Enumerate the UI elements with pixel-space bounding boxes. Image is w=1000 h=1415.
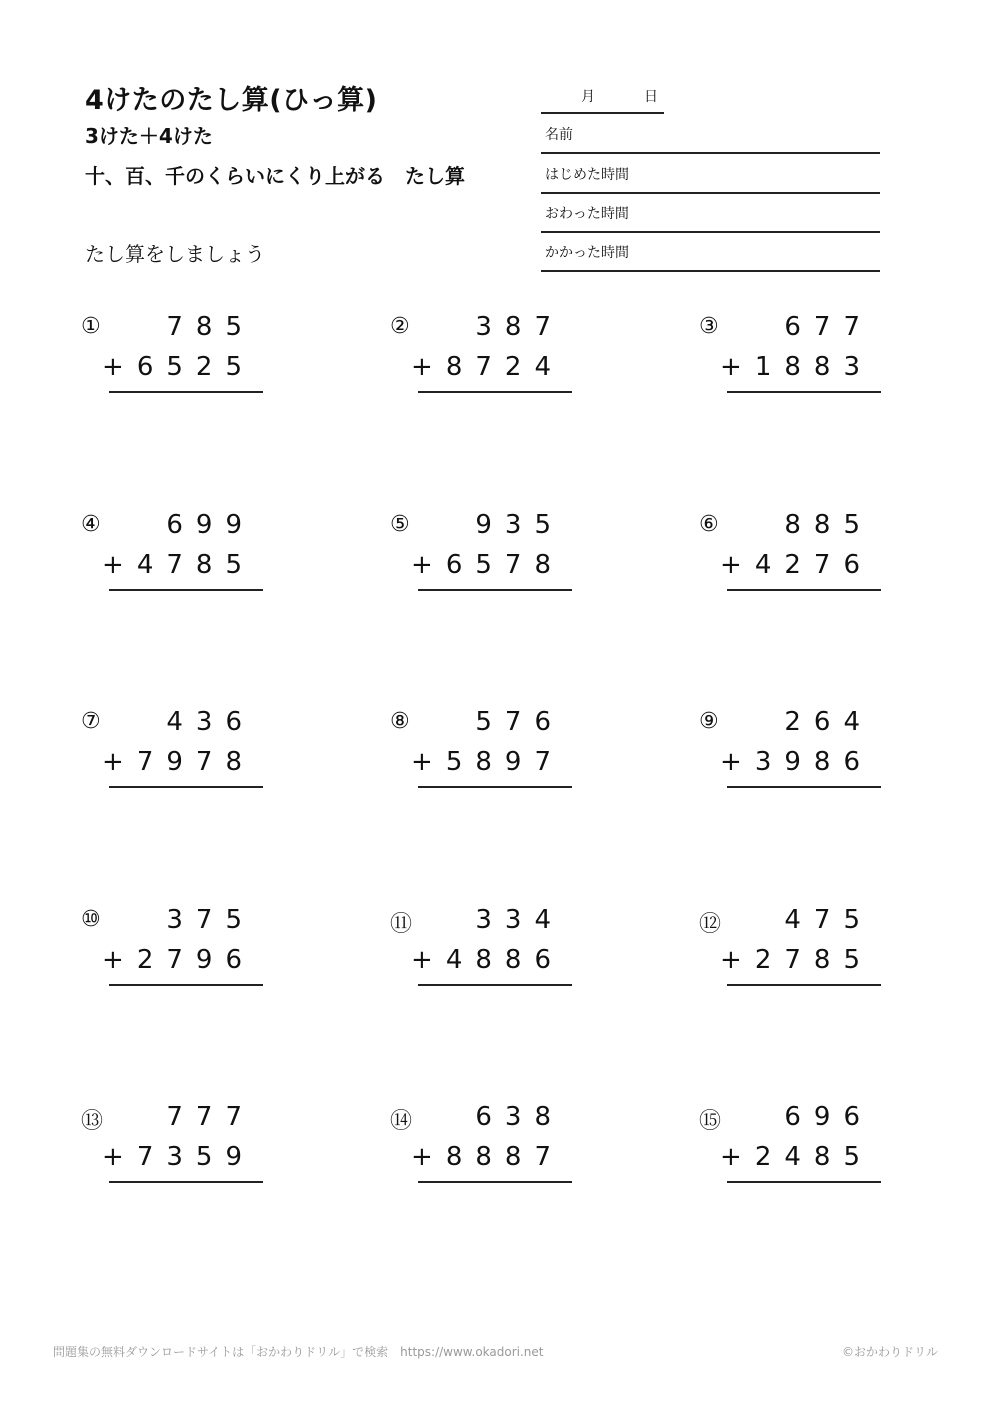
problem-number: ⑪ <box>390 912 413 937</box>
answer-line <box>109 984 263 986</box>
instruction: たし算をしましょう <box>85 242 265 266</box>
addend-bottom: +8887 <box>411 1142 564 1172</box>
problem-number: ⑨ <box>699 709 719 734</box>
addend-bottom: +4886 <box>411 945 564 975</box>
answer-line <box>418 1181 572 1183</box>
addend-bottom: +7978 <box>102 747 255 777</box>
addend-top: 264 <box>784 707 873 737</box>
problem-4 <box>81 510 263 600</box>
problem-15 <box>699 1102 881 1192</box>
answer-line <box>727 391 881 393</box>
addend-bottom: +7359 <box>102 1142 255 1172</box>
problem-3 <box>699 312 881 402</box>
problem-number: ⑫ <box>699 912 722 937</box>
addend-bottom: +4785 <box>102 550 255 580</box>
name-field[interactable] <box>541 114 880 154</box>
problem-number: ⑬ <box>81 1109 104 1134</box>
answer-line <box>727 984 881 986</box>
answer-line <box>109 589 263 591</box>
addend-top: 387 <box>475 312 564 342</box>
problem-5 <box>390 510 572 600</box>
answer-line <box>418 786 572 788</box>
problem-number: ⑩ <box>81 907 101 932</box>
problem-12 <box>699 905 881 995</box>
month-label: 月 <box>581 89 595 105</box>
addend-bottom: +6578 <box>411 550 564 580</box>
problem-number: ⑮ <box>699 1109 722 1134</box>
answer-line <box>727 589 881 591</box>
addend-top: 436 <box>166 707 255 737</box>
addend-bottom: +1883 <box>720 352 873 382</box>
problem-6 <box>699 510 881 600</box>
problem-number: ⑧ <box>390 709 410 734</box>
addend-bottom: +2785 <box>720 945 873 975</box>
answer-line <box>418 589 572 591</box>
answer-line <box>109 1181 263 1183</box>
problem-1 <box>81 312 263 402</box>
start-time-field[interactable] <box>541 154 880 194</box>
addend-top: 885 <box>784 510 873 540</box>
subtitle-carry: 十、百、千のくらいにくり上がる たし算 <box>85 164 465 188</box>
problem-number: ③ <box>699 314 719 339</box>
addend-top: 696 <box>784 1102 873 1132</box>
page-title: 4けたのたし算(ひっ算) <box>85 85 378 116</box>
addend-bottom: +3986 <box>720 747 873 777</box>
answer-line <box>727 786 881 788</box>
day-label: 日 <box>644 89 658 105</box>
problem-number: ⑭ <box>390 1109 413 1134</box>
addend-bottom: +6525 <box>102 352 255 382</box>
addend-top: 475 <box>784 905 873 935</box>
addend-top: 375 <box>166 905 255 935</box>
addend-top: 677 <box>784 312 873 342</box>
addend-top: 777 <box>166 1102 255 1132</box>
date-field[interactable] <box>541 84 664 114</box>
problem-10 <box>81 905 263 995</box>
answer-line <box>109 391 263 393</box>
addend-top: 699 <box>166 510 255 540</box>
answer-line <box>418 391 572 393</box>
addend-bottom: +2796 <box>102 945 255 975</box>
name-label: 名前 <box>545 127 573 143</box>
addend-top: 576 <box>475 707 564 737</box>
problem-2 <box>390 312 572 402</box>
addend-top: 785 <box>166 312 255 342</box>
answer-line <box>109 786 263 788</box>
problem-number: ⑦ <box>81 709 101 734</box>
problem-number: ⑤ <box>390 512 410 537</box>
start-time-label: はじめた時間 <box>545 167 629 183</box>
end-time-label: おわった時間 <box>545 206 629 222</box>
problem-14 <box>390 1102 572 1192</box>
elapsed-time-field[interactable] <box>541 232 880 272</box>
addend-bottom: +5897 <box>411 747 564 777</box>
answer-line <box>727 1181 881 1183</box>
end-time-field[interactable] <box>541 193 880 233</box>
problem-number: ② <box>390 314 410 339</box>
footer-site-note: 問題集の無料ダウンロードサイトは「おかわりドリル」で検索 https://www.okadori.net <box>53 1345 544 1359</box>
addend-bottom: +8724 <box>411 352 564 382</box>
problem-number: ⑥ <box>699 512 719 537</box>
problem-7 <box>81 707 263 797</box>
answer-line <box>418 984 572 986</box>
problem-9 <box>699 707 881 797</box>
problem-13 <box>81 1102 263 1192</box>
addend-bottom: +2485 <box>720 1142 873 1172</box>
problem-number: ① <box>81 314 101 339</box>
elapsed-time-label: かかった時間 <box>545 245 629 261</box>
problem-8 <box>390 707 572 797</box>
addend-top: 935 <box>475 510 564 540</box>
problem-number: ④ <box>81 512 101 537</box>
footer-copyright: ©おかわりドリル <box>841 1345 938 1359</box>
subtitle-digits: 3けた＋4けた <box>85 124 213 148</box>
addend-top: 334 <box>475 905 564 935</box>
addend-bottom: +4276 <box>720 550 873 580</box>
addend-top: 638 <box>475 1102 564 1132</box>
problem-11 <box>390 905 572 995</box>
